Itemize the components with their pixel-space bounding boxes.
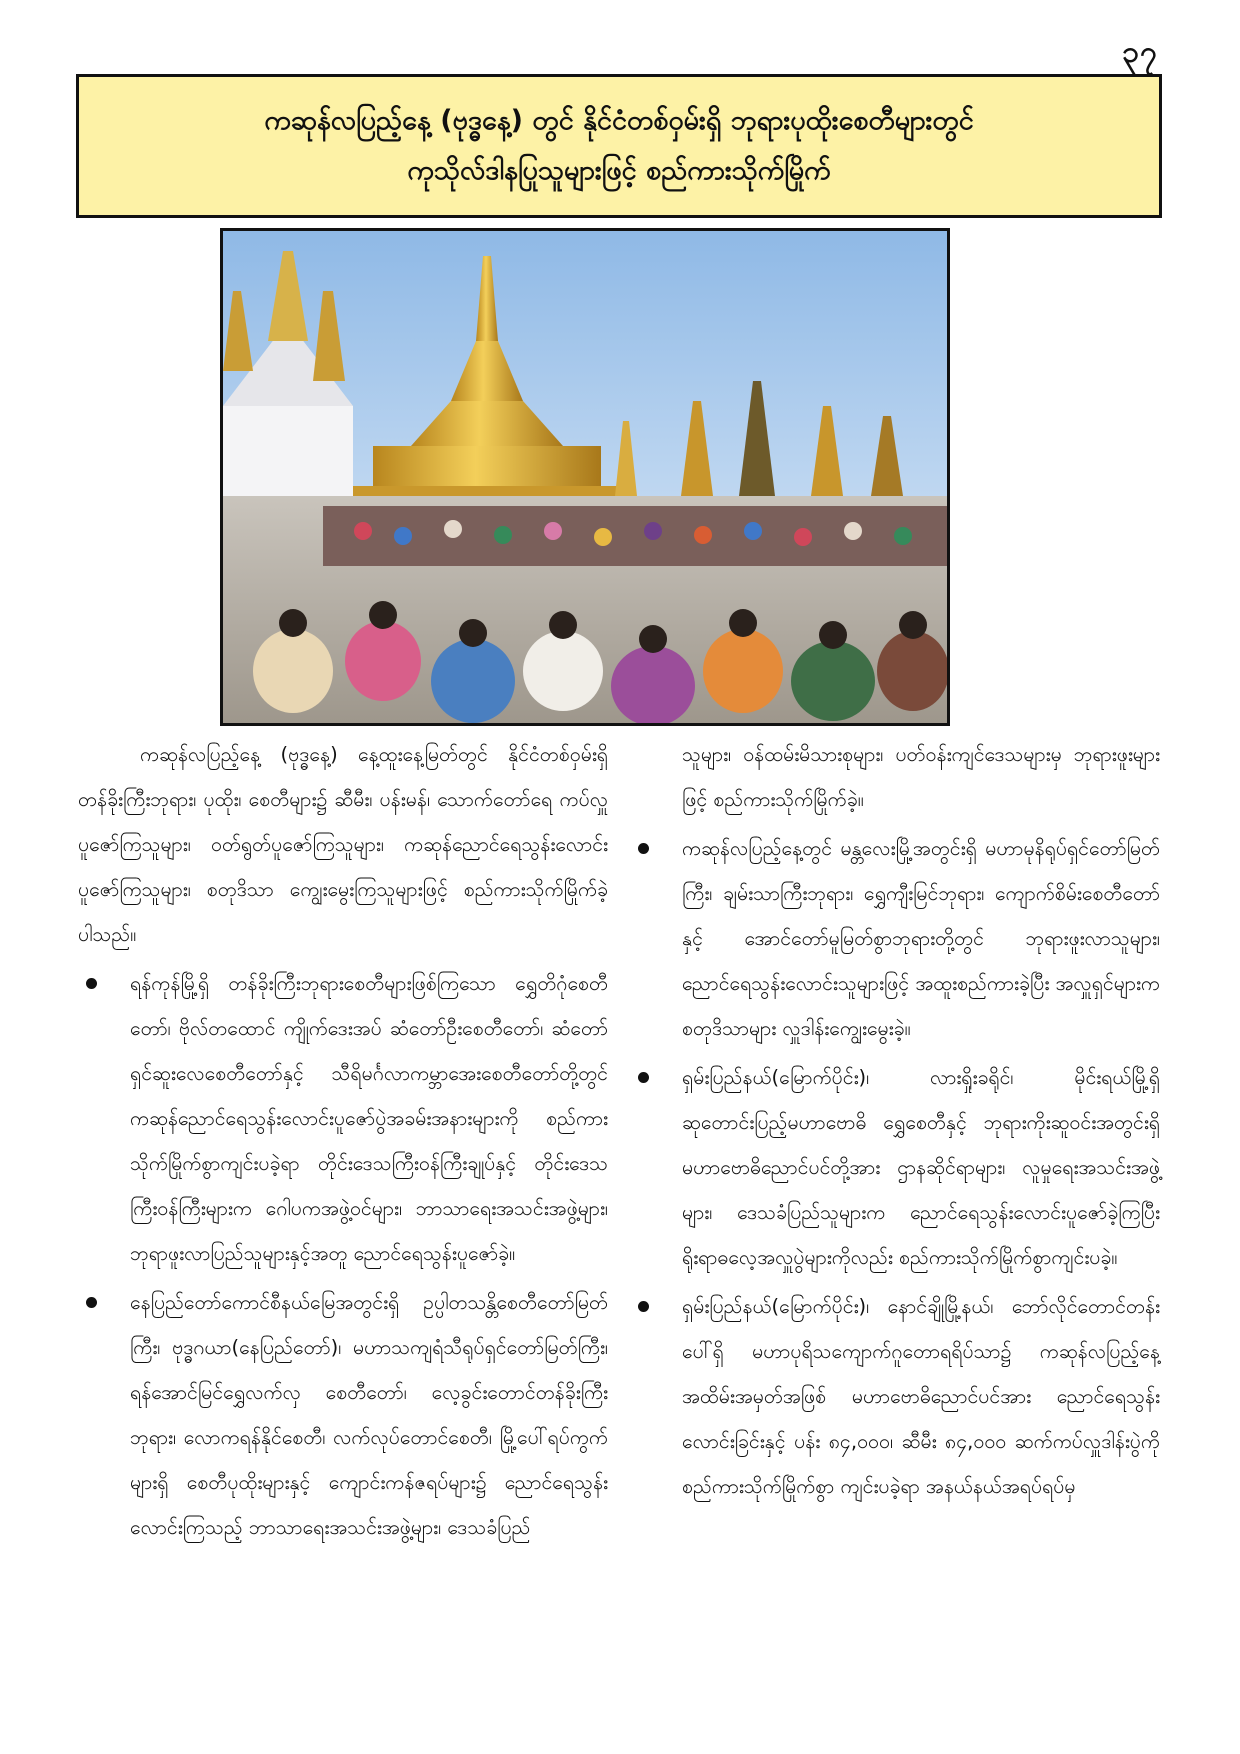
list-item [630,826,1160,1051]
list-item-text: ရှမ်းပြည်နယ်(မြောက်ပိုင်း)၊ နောင်ချိုမြို့နယ်၊ ဘော်လိုင်တောင်တန်းပေါ်ရှိ မဟာပုရိသကျောက်ဂူတောရရိပ်သာ၌ ကဆုန်လပြည့်နေ့အထိမ်းအမှတ်အဖြစ် မဟာဗောဓိညောင်ပင်အား ညောင်ရေသွန်းလောင်းခြင်းနှင့် ပန်း ၈၄,၀၀၀၊ ဆီမီး ၈၄,၀၀၀ ဆက်ကပ်လှူဒါန်းပွဲကို စည်ကားသိုက်မြိုက်စွာ ကျင်းပခဲ့ရာ အနယ်နယ်အရပ်ရပ်မှ [682,1295,1160,1498]
article-title-line-2: ကုသိုလ်ဒါနပြုသူများဖြင့် စည်ကားသိုက်မြိုက် [407,155,831,186]
continued-paragraph: သူများ၊ ဝန်ထမ်းမိသားစုများ၊ ပတ်ဝန်းကျင်ဒေသများမှ ဘုရားဖူးများဖြင့် စည်ကားသိုက်မြိုက်ခဲ့။ [682,743,1160,811]
right-column [630,732,1160,1509]
bullet-icon [638,843,649,854]
left-column [78,732,608,1550]
list-item-text: ကဆုန်လပြည့်နေ့တွင် မန္တလေးမြို့အတွင်းရှိ မဟာမုနိရုပ်ရှင်တော်မြတ်ကြီး၊ ချမ်းသာကြီးဘုရား၊ ရွှေကျီးမြင်ဘုရား၊ ကျောက်စိမ်းစေတီတော်နှင့် အောင်တော်မူမြတ်စွာဘုရားတို့တွင် ဘုရားဖူးလာသူများ၊ ညောင်ရေသွန်းလောင်းသူများဖြင့် အထူးစည်ကားခဲ့ပြီး အလှူရှင်များက စတုဒိသာများ လှူဒါန်းကျွေးမွေးခဲ့။ [682,837,1160,1040]
bullet-icon [638,1301,649,1312]
list-item-text: ရန်ကုန်မြို့ရှိ တန်ခိုးကြီးဘုရားစေတီများဖြစ်ကြသော ရွှေတိဂုံစေတီတော်၊ ဗိုလ်တထောင် ကျိုက်ဒေးအပ် ဆံတော်ဦးစေတီတော်၊ ဆံတော်ရှင်ဆူးလေစေတီတော်နှင့် သီရိမင်္ဂလာကမ္ဘာအေးစေတီတော်တို့တွင် ကဆုန်ညောင်ရေသွန်းလောင်းပူဇော်ပွဲအခမ်းအနားများကို စည်ကားသိုက်မြိုက်စွာကျင်းပခဲ့ရာ တိုင်းဒေသကြီးဝန်ကြီးချုပ်နှင့် တိုင်းဒေသကြီးဝန်ကြီးများက ဂေါပကအဖွဲ့ဝင်များ၊ ဘာသာရေးအသင်းအဖွဲ့များ၊ ဘုရာဖူးလာပြည်သူများနှင့်အတူ ညောင်ရေသွန်းပူဇော်ခဲ့။ [130,972,608,1265]
article-title-line-1: ကဆုန်လပြည့်နေ့ (ဗုဒ္ဓနေ့) တွင် နိုင်ငံတစ်ဝှမ်းရှိ ဘုရားပုထိုးစေတီများတွင် [264,105,974,136]
list-item [78,1280,608,1550]
list-item-text: ရှမ်းပြည်နယ်(မြောက်ပိုင်း)၊ လားရှိုးခရိုင်၊ မိုင်းရယ်မြို့ရှိ ဆုတောင်းပြည့်မဟာဗောဓိ ရွှေစေတီနှင့် ဘုရားကိုးဆူဝင်းအတွင်းရှိ မဟာဗောဓိညောင်ပင်တို့အား ဌာနဆိုင်ရာများ၊ လူမှုရေးအသင်းအဖွဲ့များ၊ ဒေသခံပြည်သူများက ညောင်ရေသွန်းလောင်းပူဇော်ခဲ့ကြပြီး ရိုးရာဓလေ့အလှူပွဲများကိုလည်း စည်ကားသိုက်မြိုက်စွာကျင်းပခဲ့။ [682,1066,1160,1269]
intro-paragraph: ကဆုန်လပြည့်နေ့ (ဗုဒ္ဓနေ့) နေ့ထူးနေ့မြတ်တွင် နိုင်ငံတစ်ဝှမ်းရှိ တန်ခိုးကြီးဘုရား၊ ပုထိုး၊ စေတီများ၌ ဆီမီး၊ ပန်းမန်၊ သောက်တော်ရေ ကပ်လှူပူဇော်ကြသူများ၊ ဝတ်ရွတ်ပူဇော်ကြသူများ၊ ကဆုန်ညောင်ရေသွန်းလောင်းပူဇော်ကြသူများ၊ စတုဒိသာ ကျွေးမွေးကြသူများဖြင့် စည်ကားသိုက်မြိုက်ခဲ့ပါသည်။ [78,743,608,946]
bullet-icon [86,1297,97,1308]
bullet-icon [638,1072,649,1083]
pagoda-photo [220,228,950,726]
page-number: ၃၇ [1122,35,1158,70]
bullet-icon [86,978,97,989]
list-item [630,1284,1160,1509]
list-item [78,961,608,1276]
list-item [630,1055,1160,1280]
list-item-text: နေပြည်တော်ကောင်စီနယ်မြေအတွင်းရှိ ဥပ္ပါတသန္တိစေတီတော်မြတ်ကြီး၊ ဗုဒ္ဓဂယာ(နေပြည်တော်)၊ မဟာသကျရံသီရုပ်ရှင်တော်မြတ်ကြီး၊ ရန်အောင်မြင်ရွှေလက်လှ စေတီတော်၊ လေ့ခွင်းတောင်တန်ခိုးကြီးဘုရား၊ လောကရန်နိုင်စေတီ၊ လက်လုပ်တောင်စေတီ၊ မြို့ပေါ်ရပ်ကွက်များရှိ စေတီပုထိုးများနှင့် ကျောင်းကန်ဇရပ်များ၌ ညောင်ရေသွန်းလောင်းကြသည့် ဘာသာရေးအသင်းအဖွဲ့များ၊ ဒေသခံပြည် [130,1291,608,1539]
pagoda-icon [223,231,947,723]
article-title-box [76,74,1162,218]
